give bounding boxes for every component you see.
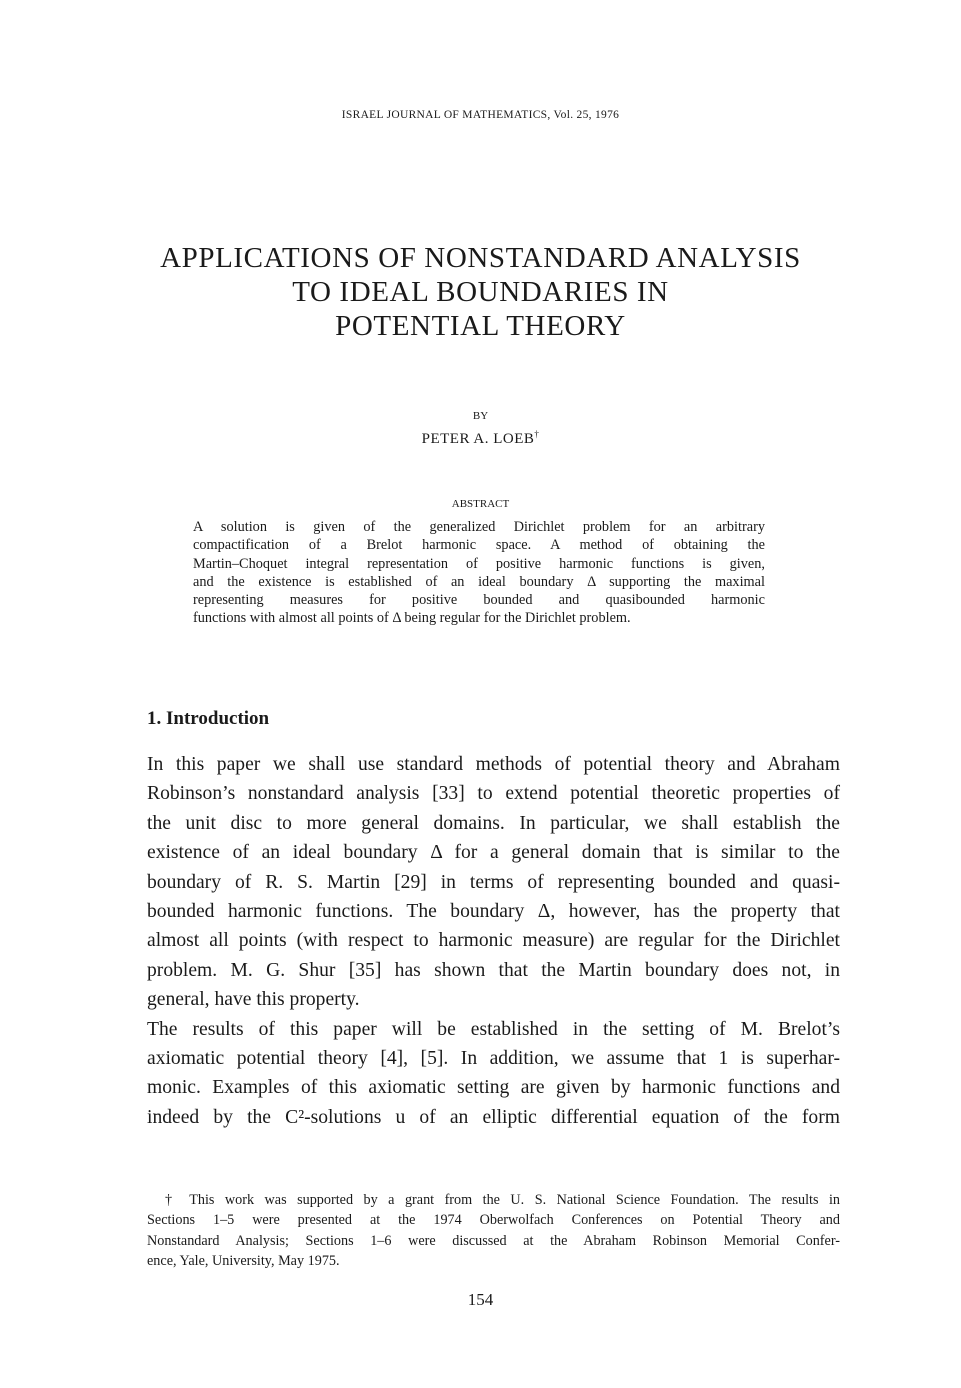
author <box>0 431 961 448</box>
footnote-line: ence, Yale, University, May 1975. <box>147 1252 340 1269</box>
running-head: ISRAEL JOURNAL OF MATHEMATICS, Vol. 25, 1976 <box>341 109 620 121</box>
abstract <box>193 518 765 628</box>
body-line: existence of an ideal boundary Δ for a general domain that is similar to the <box>147 842 840 864</box>
abstract-heading: ABSTRACT <box>451 498 510 510</box>
body-line: axiomatic potential theory [4], [5]. In addition, we assume that 1 is superhar- <box>147 1048 840 1070</box>
body-line: monic. Examples of this axiomatic setting are given by harmonic functions and <box>147 1077 840 1099</box>
body-line: boundary of R. S. Martin [29] in terms of representing bounded and quasi- <box>147 871 840 893</box>
author-name: PETER A. LOEB <box>421 431 535 447</box>
abstract-line: A solution is given of the generalized Dirichlet problem for an arbitrary <box>193 519 765 535</box>
page-number: 154 <box>467 1290 494 1309</box>
body-line: The results of this paper will be established in the setting of M. Brelot’s <box>147 1018 840 1040</box>
footnote <box>147 1190 840 1271</box>
body-text <box>147 750 840 1132</box>
body-line: In this paper we shall use standard methods of potential theory and Abraham <box>147 754 840 775</box>
abstract-line: functions with almost all points of Δ being regular for the Dirichlet problem. <box>193 610 631 627</box>
title-line: POTENTIAL THEORY <box>335 310 626 342</box>
title-line: TO IDEAL BOUNDARIES IN <box>292 276 669 308</box>
footnote-line: Sections 1–5 were presented at the 1974 Oberwolfach Conferences on Potential Theory and <box>147 1212 840 1229</box>
body-line: almost all points (with respect to harmonic measure) are regular for the Dirichlet <box>147 930 840 952</box>
abstract-line: compactification of a Brelot harmonic space. A method of obtaining the <box>193 537 765 554</box>
paper-title <box>0 241 961 343</box>
abstract-line: and the existence is established of an ideal boundary Δ supporting the maximal <box>193 573 765 590</box>
body-line: Robinson’s nonstandard analysis [33] to extend potential theoretic properties of <box>147 783 840 805</box>
footnote-line: † This work was supported by a grant from the U. S. National Science Foundation. The results in <box>165 1192 840 1208</box>
body-line: general, have this property. <box>147 989 360 1011</box>
body-line: indeed by the C²-solutions u of an elliptic differential equation of the form <box>147 1106 840 1128</box>
author-footnote-mark: † <box>534 429 540 439</box>
body-line: problem. M. G. Shur [35] has shown that the Martin boundary does not, in <box>147 959 840 981</box>
abstract-line: representing measures for positive bounded and quasibounded harmonic <box>193 592 765 609</box>
by-label: BY <box>472 410 489 422</box>
footnote-line: Nonstandard Analysis; Sections 1–6 were discussed at the Abraham Robinson Memorial Confer- <box>147 1232 840 1249</box>
abstract-line: Martin–Choquet integral representation of positive harmonic functions is given, <box>193 555 765 572</box>
section-heading: 1. Introduction <box>147 708 270 729</box>
body-line: bounded harmonic functions. The boundary Δ, however, has the property that <box>147 901 840 923</box>
body-line: the unit disc to more general domains. In particular, we shall establish the <box>147 812 840 834</box>
title-line: APPLICATIONS OF NONSTANDARD ANALYSIS <box>160 242 801 274</box>
